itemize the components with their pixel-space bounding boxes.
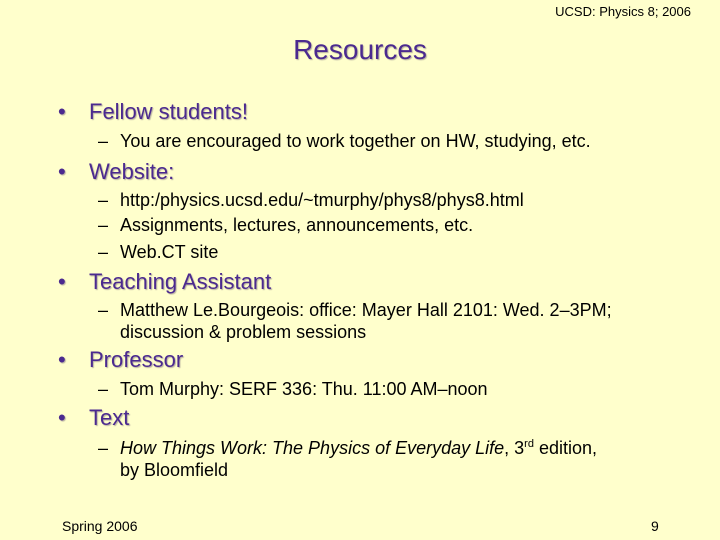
bullet-text — [58, 406, 129, 430]
website-url: http:/physics.ucsd.edu/~tmurphy/phys8/phys8.html — [120, 190, 524, 210]
sub-bullet-dash: – — [98, 438, 109, 458]
course-header: UCSD: Physics 8; 2006 — [555, 4, 691, 19]
bullet-fellow-students — [58, 100, 248, 124]
book-author: by Bloomfield — [120, 460, 229, 480]
edition-number: 3 — [514, 438, 525, 458]
citation-separator: , — [504, 438, 515, 458]
sub-bullet — [98, 241, 218, 263]
edition-label: edition, — [533, 438, 597, 458]
sub-bullet-text: Web.CT site — [120, 242, 219, 262]
sub-bullet-dash: – — [98, 379, 109, 399]
bullet-professor — [58, 348, 183, 372]
bullet-dot: • — [58, 269, 66, 294]
bullet-dot: • — [58, 347, 66, 372]
sub-bullet-text: You are encouraged to work together on HW, studying, etc. — [120, 131, 591, 151]
sub-bullet — [98, 130, 591, 152]
bullet-label: Text — [89, 405, 130, 430]
bullet-dot: • — [58, 159, 66, 184]
sub-bullet-dash: – — [98, 190, 109, 210]
sub-bullet — [98, 437, 658, 481]
sub-bullet-dash: – — [98, 300, 109, 320]
sub-bullet — [98, 214, 473, 236]
bullet-dot: • — [58, 405, 66, 430]
footer-term: Spring 2006 — [62, 518, 138, 534]
sub-bullet-text: Assignments, lectures, announcements, etc. — [120, 215, 474, 235]
bullet-label: Website: — [89, 159, 175, 184]
book-title: How Things Work: The Physics of Everyday Life — [120, 438, 505, 458]
sub-bullet — [98, 378, 488, 400]
sub-bullet-dash: – — [98, 215, 109, 235]
bullet-teaching-assistant — [58, 270, 271, 294]
textbook-citation — [120, 437, 658, 481]
sub-bullet — [98, 299, 638, 343]
edition-suffix: rd — [524, 438, 534, 450]
bullet-dot: • — [58, 99, 66, 124]
page-number: 9 — [651, 518, 659, 534]
sub-bullet-dash: – — [98, 242, 109, 262]
sub-bullet-text: Matthew Le.Bourgeois: office: Mayer Hall 2101: Wed. 2–3PM; discussion & problem sessions — [120, 300, 612, 342]
bullet-label: Professor — [89, 347, 184, 372]
bullet-label: Teaching Assistant — [89, 269, 272, 294]
bullet-website — [58, 160, 174, 184]
sub-bullet-dash: – — [98, 131, 109, 151]
slide-title: Resources — [293, 34, 427, 65]
sub-bullet-text: Tom Murphy: SERF 336: Thu. 11:00 AM–noon — [120, 379, 488, 399]
sub-bullet — [98, 189, 524, 211]
bullet-label: Fellow students! — [89, 99, 248, 124]
